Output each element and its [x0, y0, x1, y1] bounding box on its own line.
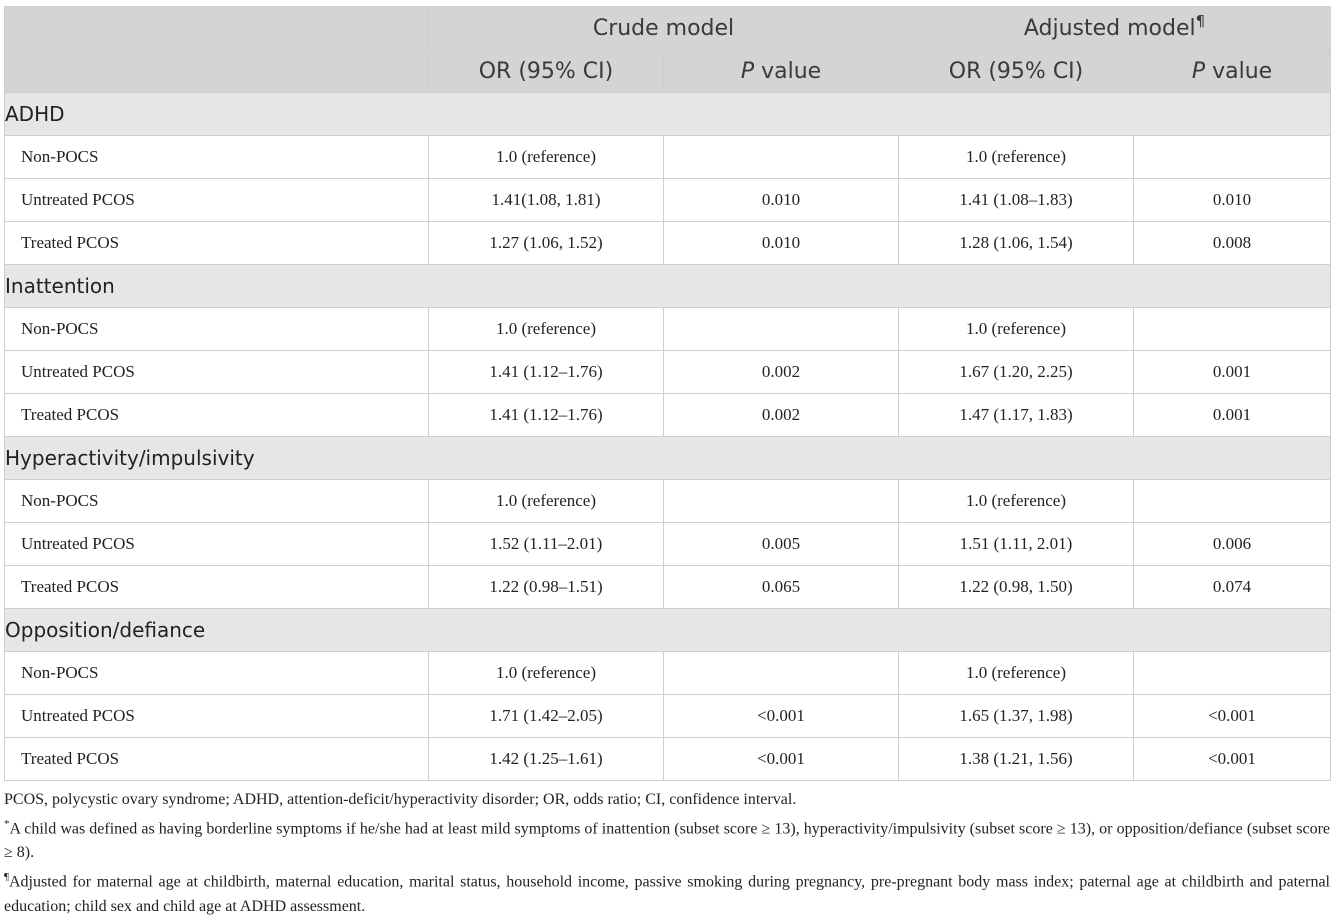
adjusted-p-cell: 0.008 [1134, 222, 1331, 265]
p-italic-label: P [1191, 58, 1206, 84]
section-row [5, 609, 1331, 652]
row-label: Treated PCOS [5, 738, 429, 781]
row-label: Non-POCS [5, 136, 429, 179]
header-empty-cell [5, 7, 429, 93]
table-row [5, 480, 1331, 523]
crude-or-cell: 1.41 (1.12–1.76) [429, 351, 664, 394]
row-label: Untreated PCOS [5, 351, 429, 394]
table-row [5, 738, 1331, 781]
section-row [5, 437, 1331, 480]
crude-or-cell: 1.0 (reference) [429, 480, 664, 523]
row-label: Treated PCOS [5, 222, 429, 265]
row-label: Untreated PCOS [5, 695, 429, 738]
header-row-models [5, 7, 1331, 50]
adjusted-or-cell: 1.28 (1.06, 1.54) [899, 222, 1134, 265]
adjusted-or-cell: 1.0 (reference) [899, 136, 1134, 179]
crude-p-cell: <0.001 [664, 738, 899, 781]
crude-p-cell [664, 652, 899, 695]
borderline-note-text: A child was defined as having borderline symptoms if he/she had at least mild symptoms of inattention (subset score ≥ 13), hyperactivity/impulsivity (subset score ≥ 13), or opposition/defiance (subset score ≥ 8). [4, 820, 1330, 862]
crude-or-cell: 1.42 (1.25–1.61) [429, 738, 664, 781]
adjusted-or-cell: 1.0 (reference) [899, 652, 1134, 695]
crude-or-cell: 1.22 (0.98–1.51) [429, 566, 664, 609]
adjusted-model-header [899, 7, 1331, 50]
adjusted-or-cell: 1.38 (1.21, 1.56) [899, 738, 1134, 781]
adjusted-p-cell [1134, 652, 1331, 695]
crude-or-cell: 1.52 (1.11–2.01) [429, 523, 664, 566]
crude-p-cell: 0.010 [664, 179, 899, 222]
crude-or-cell: 1.41 (1.12–1.76) [429, 394, 664, 437]
table-row [5, 179, 1331, 222]
adjusted-p-cell: 0.001 [1134, 394, 1331, 437]
crude-p-header [664, 50, 899, 93]
adjusted-p-cell: 0.010 [1134, 179, 1331, 222]
adjusted-p-cell [1134, 308, 1331, 351]
crude-or-cell: 1.0 (reference) [429, 308, 664, 351]
table-row [5, 308, 1331, 351]
row-label: Non-POCS [5, 652, 429, 695]
crude-or-header: OR (95% CI) [429, 50, 664, 93]
table-row [5, 523, 1331, 566]
adjusted-or-cell: 1.0 (reference) [899, 480, 1134, 523]
section-title: Inattention [5, 265, 1331, 308]
row-label: Untreated PCOS [5, 179, 429, 222]
p-value-label: value [1205, 58, 1273, 84]
crude-p-cell [664, 480, 899, 523]
adjusted-or-cell: 1.41 (1.08–1.83) [899, 179, 1134, 222]
crude-or-cell: 1.41(1.08, 1.81) [429, 179, 664, 222]
crude-p-cell: 0.065 [664, 566, 899, 609]
table-footnotes [4, 788, 1330, 919]
adjusted-p-cell: 0.006 [1134, 523, 1331, 566]
crude-or-cell: 1.0 (reference) [429, 136, 664, 179]
adjusted-p-cell [1134, 136, 1331, 179]
table-row [5, 695, 1331, 738]
adjustment-note-text: Adjusted for maternal age at childbirth, maternal education, marital status, household income, passive smoking during pregnancy, pre-pregnant body mass index; paternal age at childbirth and paternal education; child sex and child age at ADHD assessment. [4, 873, 1330, 915]
adjusted-or-cell: 1.51 (1.11, 2.01) [899, 523, 1134, 566]
adjusted-or-cell: 1.65 (1.37, 1.98) [899, 695, 1134, 738]
table-row [5, 566, 1331, 609]
table-row [5, 222, 1331, 265]
crude-p-cell: 0.002 [664, 351, 899, 394]
table-row [5, 394, 1331, 437]
crude-p-cell: <0.001 [664, 695, 899, 738]
section-row [5, 93, 1331, 136]
section-title: Hyperactivity/impulsivity [5, 437, 1331, 480]
section-title: ADHD [5, 93, 1331, 136]
adjusted-or-header: OR (95% CI) [899, 50, 1134, 93]
crude-or-cell: 1.27 (1.06, 1.52) [429, 222, 664, 265]
adjusted-p-cell: 0.001 [1134, 351, 1331, 394]
crude-model-header: Crude model [429, 7, 899, 50]
pilcrow-mark: ¶ [4, 871, 9, 884]
row-label: Untreated PCOS [5, 523, 429, 566]
adjusted-p-cell: 0.074 [1134, 566, 1331, 609]
section-row [5, 265, 1331, 308]
adjustment-note [4, 865, 1330, 918]
section-title: Opposition/defiance [5, 609, 1331, 652]
adjusted-p-cell: <0.001 [1134, 738, 1331, 781]
adjusted-or-cell: 1.0 (reference) [899, 308, 1134, 351]
table-row [5, 351, 1331, 394]
crude-or-cell: 1.0 (reference) [429, 652, 664, 695]
star-mark: * [4, 818, 10, 830]
adjusted-p-cell [1134, 480, 1331, 523]
adjusted-or-cell: 1.67 (1.20, 2.25) [899, 351, 1134, 394]
row-label: Non-POCS [5, 480, 429, 523]
crude-p-cell: 0.005 [664, 523, 899, 566]
crude-p-cell: 0.010 [664, 222, 899, 265]
crude-p-cell: 0.002 [664, 394, 899, 437]
adjusted-or-cell: 1.22 (0.98, 1.50) [899, 566, 1134, 609]
abbreviations-note: PCOS, polycystic ovary syndrome; ADHD, attention-deficit/hyperactivity disorder; OR, odds ratio; CI, confidence interval. [4, 791, 797, 808]
adjusted-p-cell: <0.001 [1134, 695, 1331, 738]
p-italic-label: P [740, 58, 755, 84]
borderline-note [4, 812, 1330, 865]
adjusted-footnote-mark: ¶ [1195, 11, 1206, 30]
row-label: Non-POCS [5, 308, 429, 351]
row-label: Treated PCOS [5, 394, 429, 437]
crude-or-cell: 1.71 (1.42–2.05) [429, 695, 664, 738]
row-label: Treated PCOS [5, 566, 429, 609]
table-row [5, 136, 1331, 179]
adjusted-p-header [1134, 50, 1331, 93]
adjusted-or-cell: 1.47 (1.17, 1.83) [899, 394, 1134, 437]
table-body [5, 93, 1331, 781]
table-row [5, 652, 1331, 695]
results-table [4, 6, 1331, 781]
p-value-label: value [754, 58, 822, 84]
adjusted-model-label: Adjusted model [1023, 15, 1196, 41]
crude-p-cell [664, 136, 899, 179]
crude-p-cell [664, 308, 899, 351]
